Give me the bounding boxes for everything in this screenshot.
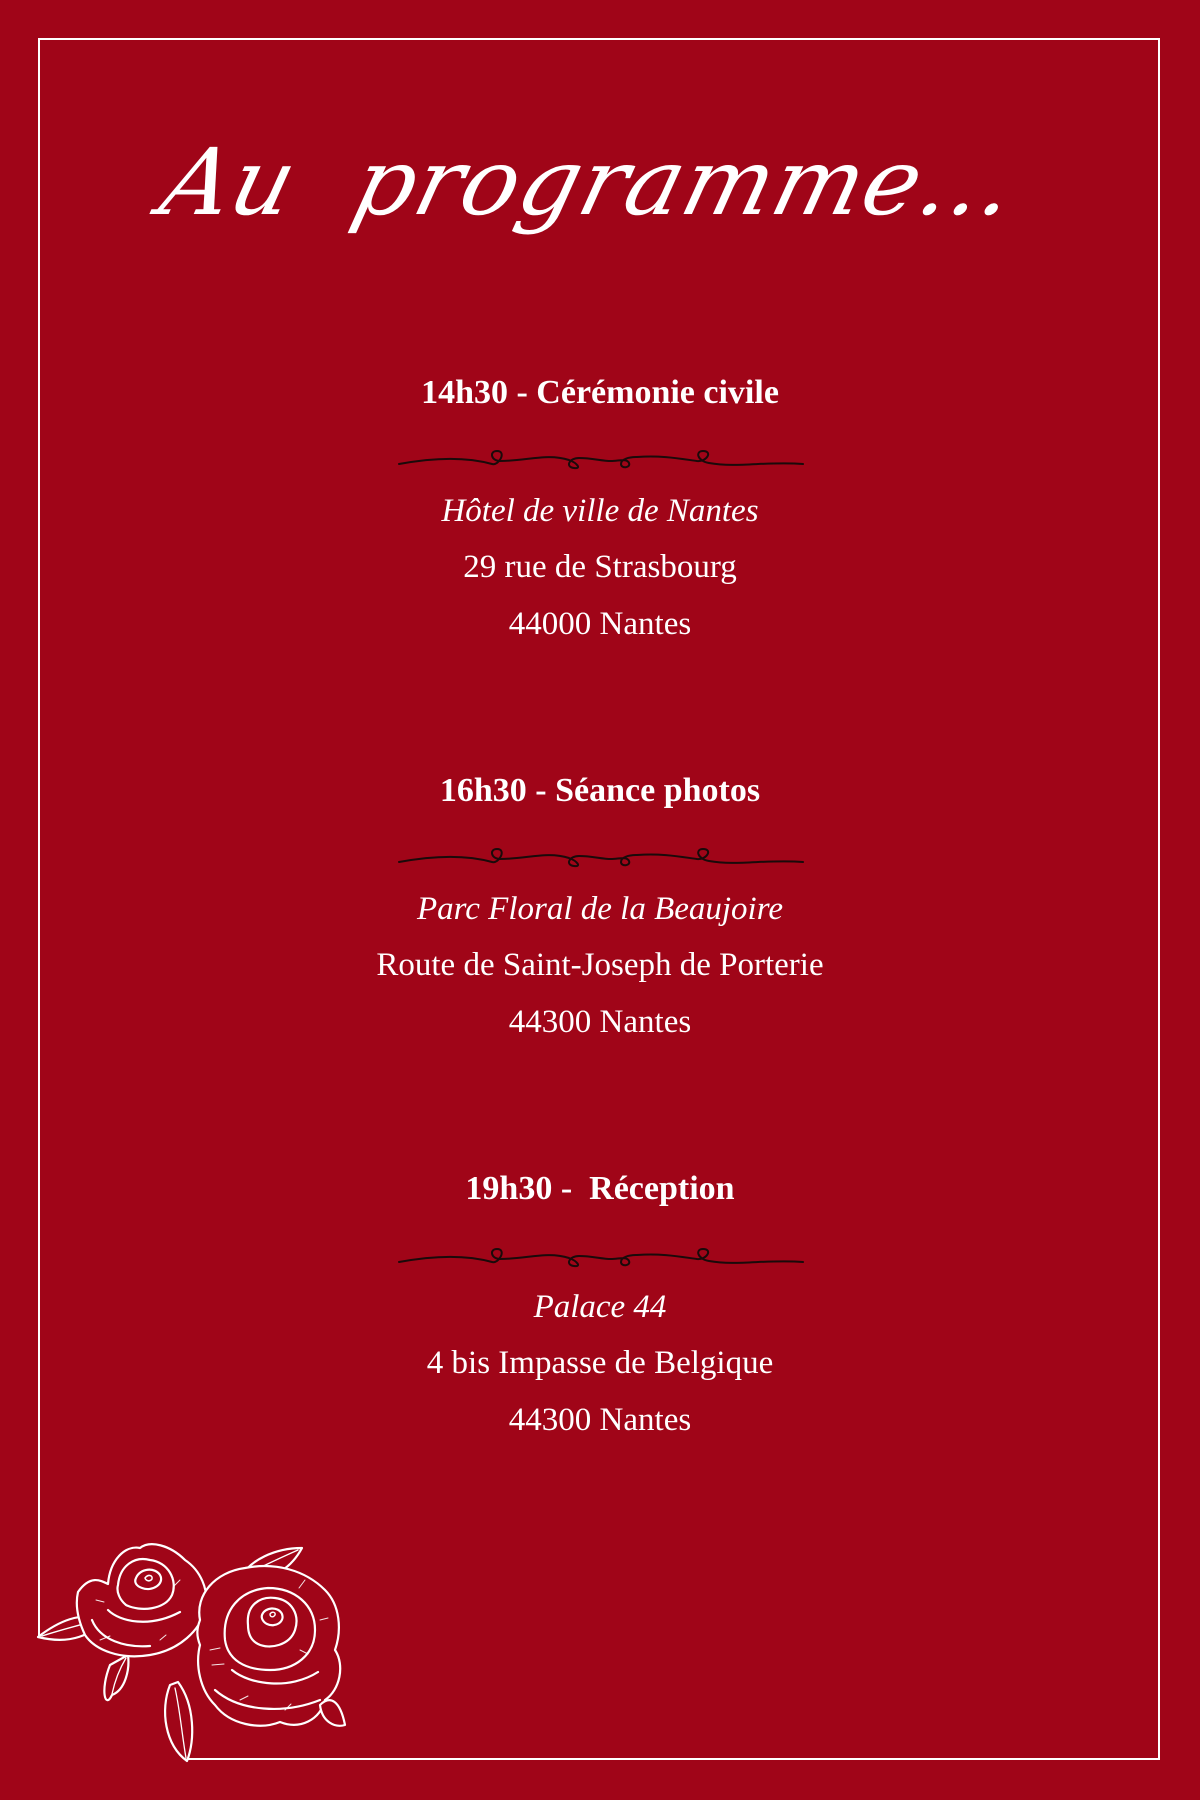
flourish-divider-icon xyxy=(397,845,805,871)
flourish-divider-icon xyxy=(397,1245,805,1271)
event-address: 4 bis Impasse de Belgique xyxy=(426,1345,774,1381)
event-venue: Palace 44 xyxy=(533,1289,667,1325)
event-address: Route de Saint-Joseph de Porterie xyxy=(376,947,824,983)
event-city: 44000 Nantes xyxy=(508,606,692,642)
event-heading: 19h30 - Réception xyxy=(465,1170,735,1207)
event-venue: Parc Floral de la Beaujoire xyxy=(417,891,783,927)
event-address: 29 rue de Strasbourg xyxy=(463,549,737,585)
event-heading: 16h30 - Séance photos xyxy=(439,772,761,809)
event-venue: Hôtel de ville de Nantes xyxy=(441,493,759,529)
event-city: 44300 Nantes xyxy=(508,1004,692,1040)
roses-line-art-icon xyxy=(30,1505,360,1775)
flourish-divider-icon xyxy=(397,447,805,473)
page-title: Au programme... xyxy=(150,129,1028,236)
event-city: 44300 Nantes xyxy=(508,1402,692,1438)
event-heading: 14h30 - Cérémonie civile xyxy=(421,374,779,411)
